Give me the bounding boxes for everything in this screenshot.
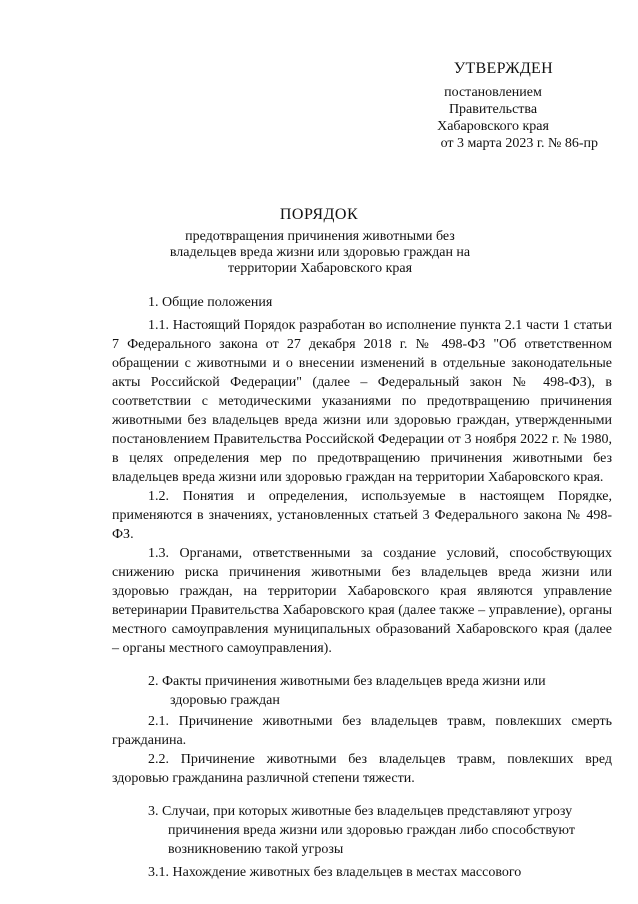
paragraph-2-1: 2.1. Причинение животными без владельцев травм, повлекших смерть гражданина. xyxy=(112,714,612,748)
paragraph-2-2: 2.2. Причинение животными без владельцев травм, повлекших вред здоровью гражданина различной степени тяжести. xyxy=(112,752,612,786)
document-title: ПОРЯДОК xyxy=(279,206,359,223)
approval-title: УТВЕРЖДЕН xyxy=(453,60,553,77)
document-subtitle: предотвращения причинения животными без владельцев вреда жизни или здоровью граждан на территории Хабаровского края xyxy=(169,229,471,276)
approval-date: от 3 марта 2023 г. № 86-пр xyxy=(440,136,598,151)
paragraph-1-2: 1.2. Понятия и определения, используемые в настоящем Порядке, применяются в значениях, установленных статьей 3 Федерального закона № 498-ФЗ. xyxy=(112,489,612,542)
section-3-heading-line-3: возникновению такой угрозы xyxy=(168,842,344,857)
section-3-heading-line-2: причинения вреда жизни или здоровью граждан либо способствуют xyxy=(168,823,575,838)
approval-line-2: Правительства xyxy=(448,102,538,117)
section-2-heading xyxy=(148,672,612,710)
document-body xyxy=(112,293,612,882)
section-3-heading xyxy=(148,802,612,859)
section-3-heading-line-1: 3. Случаи, при которых животные без владельцев представляют угрозу xyxy=(148,804,573,819)
section-2-heading-line-2: здоровью граждан xyxy=(170,693,280,708)
paragraph-3-1: 3.1. Нахождение животных без владельцев в местах массового xyxy=(148,865,522,880)
approval-stamp xyxy=(358,60,598,152)
approval-line-3: Хабаровского края xyxy=(437,119,549,134)
section-1-heading: 1. Общие положения xyxy=(148,295,273,310)
paragraph-1-3: 1.3. Органами, ответственными за создание условий, способствующих снижению риска причинения животными без владельцев вреда жизни или здоровью граждан, на территории Хабаровского края являются управление ветеринарии Правительства Хабаровского края (далее также – управление), органы местного самоуправления муниципальных образований Хабаровского края (далее – органы местного самоуправления). xyxy=(112,546,612,656)
paragraph-1-1: 1.1. Настоящий Порядок разработан во исполнение пункта 2.1 части 1 статьи 7 Федерального закона от 27 декабря 2018 г. № 498-ФЗ "Об ответственном обращении с животными и о внесении изменений в отдельные законодательные акты Российской Федерации" (далее – Федеральный закон № 498-ФЗ), в соответствии с методическими указаниями по предотвращению причинения животными без владельцев вреда жизни или здоровью граждан, утвержденными постановлением Правительства Российской Федерации от 3 ноября 2022 г. № 1980, в целях определения мер по предотвращению причинения животными без владельцев вреда жизни или здоровью граждан на территории Хабаровского края. xyxy=(112,318,612,485)
section-2-heading-line-1: 2. Факты причинения животными без владельцев вреда жизни или xyxy=(148,674,546,689)
approval-line-1: постановлением xyxy=(444,85,542,100)
